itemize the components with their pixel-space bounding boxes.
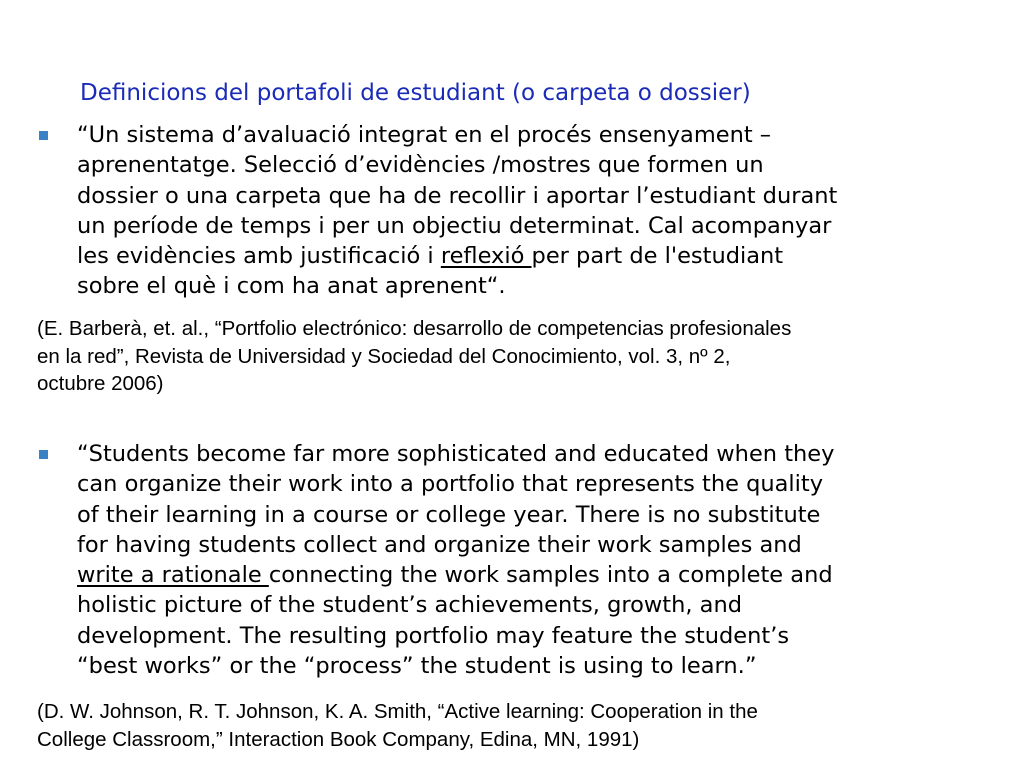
- bullet-square-icon: [39, 131, 48, 140]
- quote-line: can organize their work into a portfolio that represents the quality: [77, 471, 824, 498]
- quote-line: “Students become far more sophisticated and educated when they: [77, 441, 835, 467]
- bullet-quote-catalan: [77, 120, 837, 302]
- quote-line: [77, 560, 834, 590]
- citation-johnson: [37, 698, 758, 753]
- quote-line: [77, 241, 837, 271]
- quote-text: per part de l'estudiant: [531, 243, 784, 270]
- quote-line: “Un sistema d’avaluació integrat en el procés ensenyament –: [77, 122, 772, 148]
- citation-line: College Classroom,” Interaction Book Company, Edina, MN, 1991): [37, 727, 640, 751]
- quote-line: dossier o una carpeta que ha de recollir i aportar l’estudiant durant: [77, 182, 838, 209]
- quote-line: sobre el què i com ha anat aprenent“.: [77, 273, 506, 300]
- quote-text: les evidències amb justificació i: [77, 243, 441, 270]
- quote-line: development. The resulting portfolio may feature the student’s: [77, 622, 790, 649]
- underlined-term: reflexió: [440, 243, 532, 270]
- quote-line: “best works” or the “process” the student is using to learn.”: [77, 653, 757, 680]
- underlined-term: write a rationale: [77, 562, 269, 589]
- quote-line: holistic picture of the student’s achievements, growth, and: [77, 592, 743, 619]
- quote-line: for having students collect and organize their work samples and: [77, 531, 802, 558]
- citation-line: en la red”, Revista de Universidad y Sociedad del Conocimiento, vol. 3, nº 2,: [37, 344, 731, 368]
- slide-title: Definicions del portafoli de estudiant (o carpeta o dossier): [80, 80, 751, 106]
- bullet-quote-english: [77, 439, 834, 681]
- citation-barbera: [37, 315, 791, 398]
- citation-line: (D. W. Johnson, R. T. Johnson, K. A. Smith, “Active learning: Cooperation in the: [37, 700, 758, 723]
- citation-line: octubre 2006): [37, 372, 164, 395]
- bullet-square-icon: [39, 450, 48, 459]
- quote-line: of their learning in a course or college year. There is no substitute: [77, 501, 821, 528]
- quote-text: connecting the work samples into a complete and: [268, 562, 833, 589]
- quote-line: aprenentatge. Selecció d’evidències /mostres que formen un: [77, 152, 764, 179]
- quote-line: un període de temps i per un objectiu determinat. Cal acompanyar: [77, 212, 832, 239]
- citation-line: (E. Barberà, et. al., “Portfolio electrónico: desarrollo de competencias profesionales: [37, 317, 792, 340]
